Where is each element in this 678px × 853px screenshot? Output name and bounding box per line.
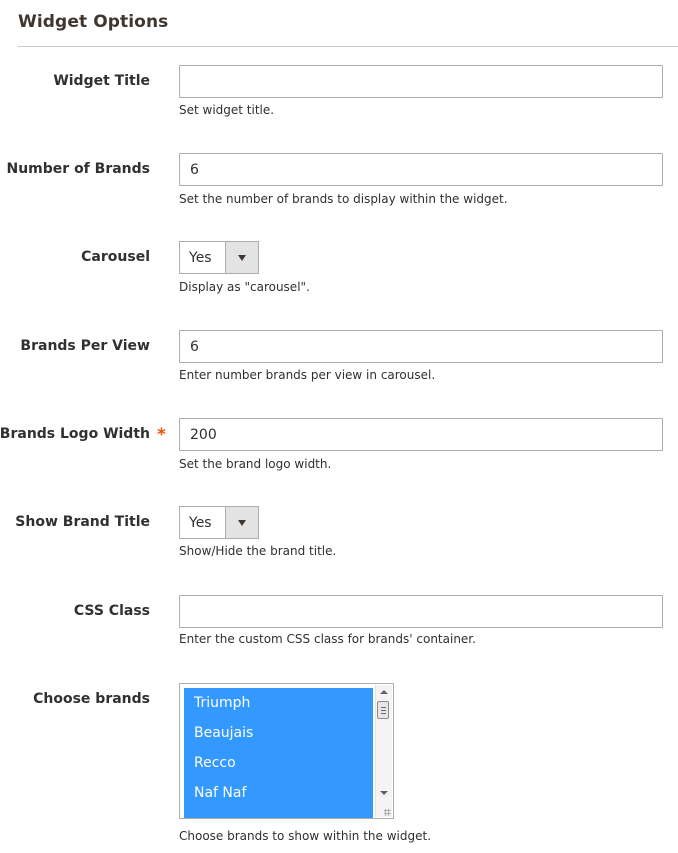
number-of-brands-label: Number of Brands <box>6 161 150 177</box>
brands-per-view-label: Brands Per View <box>20 338 150 354</box>
scroll-up-arrow-icon[interactable] <box>380 690 388 694</box>
brand-option[interactable]: Triumph <box>184 688 373 718</box>
css-class-note: Enter the custom CSS class for brands' container. <box>179 632 476 646</box>
choose-brands-label: Choose brands <box>33 691 150 707</box>
brands-logo-width-note: Set the brand logo width. <box>179 457 332 471</box>
brand-option[interactable]: Naf Naf <box>184 778 373 808</box>
multiselect-scrollbar[interactable] <box>375 685 392 817</box>
brands-logo-width-label: Brands Logo Width <box>0 426 150 442</box>
section-title: Widget Options <box>18 12 169 32</box>
brands-multiselect[interactable] <box>179 683 394 819</box>
brand-option[interactable] <box>184 808 373 818</box>
carousel-select-value: Yes <box>189 250 212 266</box>
scroll-down-arrow-icon[interactable] <box>380 791 388 795</box>
choose-brands-note: Choose brands to show within the widget. <box>179 829 432 843</box>
brand-option[interactable]: Beaujais <box>184 718 373 748</box>
show-brand-title-select[interactable] <box>179 506 259 539</box>
number-of-brands-note: Set the number of brands to display within the widget. <box>179 192 508 206</box>
show-brand-title-select-value: Yes <box>189 515 212 531</box>
widget-title-input[interactable] <box>179 65 663 98</box>
css-class-input[interactable] <box>179 595 663 628</box>
widget-title-note: Set widget title. <box>179 103 275 117</box>
show-brand-title-dropdown-button[interactable] <box>225 507 258 538</box>
resize-grip-icon[interactable] <box>384 809 391 816</box>
carousel-dropdown-button[interactable] <box>225 242 258 273</box>
caret-down-icon <box>238 255 246 261</box>
grip-line <box>381 713 386 714</box>
show-brand-title-label: Show Brand Title <box>15 514 150 530</box>
brands-per-view-input[interactable] <box>179 330 663 363</box>
required-asterisk: * <box>157 425 166 445</box>
carousel-label: Carousel <box>81 249 150 265</box>
carousel-note: Display as "carousel". <box>179 280 310 294</box>
number-of-brands-input[interactable] <box>179 153 663 186</box>
brand-option[interactable]: Recco <box>184 748 373 778</box>
caret-down-icon <box>238 520 246 526</box>
grip-line <box>381 707 386 708</box>
css-class-label: CSS Class <box>73 603 150 619</box>
scroll-thumb[interactable] <box>377 701 389 719</box>
carousel-select[interactable] <box>179 241 259 274</box>
show-brand-title-note: Show/Hide the brand title. <box>179 544 337 558</box>
brands-per-view-note: Enter number brands per view in carousel. <box>179 368 436 382</box>
widget-title-label: Widget Title <box>53 73 150 89</box>
grip-line <box>381 710 386 711</box>
brands-logo-width-input[interactable] <box>179 418 663 451</box>
section-divider <box>18 46 678 47</box>
brands-option-list <box>184 688 373 818</box>
